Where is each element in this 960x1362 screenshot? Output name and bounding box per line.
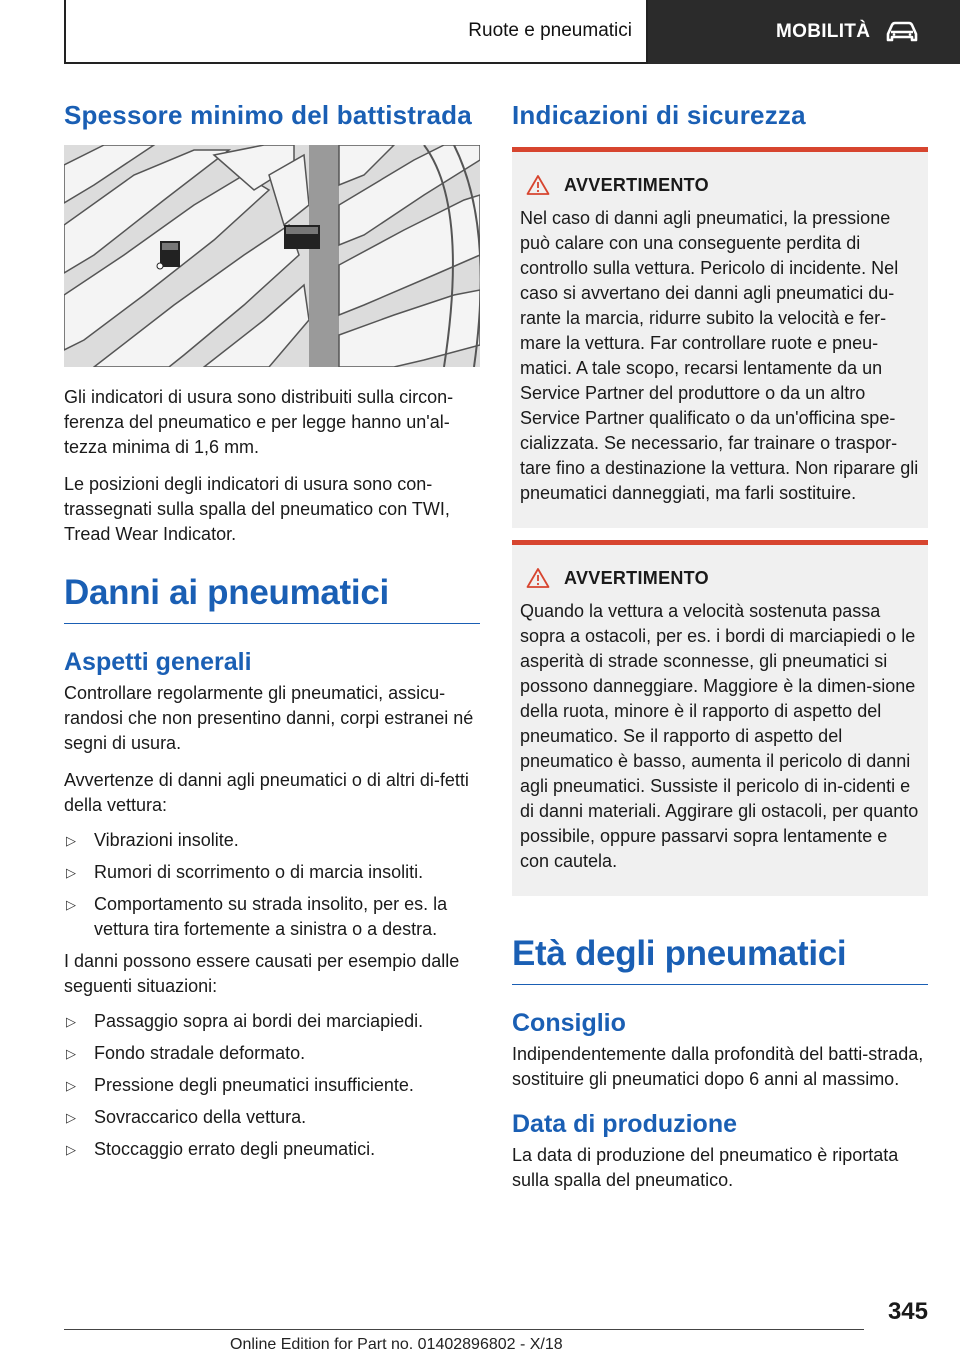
general-aspects-subheading: Aspetti generali: [64, 648, 252, 676]
list-item: ▷ Rumori di scorrimento o di marcia insoliti.: [64, 860, 480, 885]
left-column: [64, 100, 480, 1169]
tire-age-heading: Età degli pneumatici: [512, 934, 928, 985]
triangle-bullet-icon: ▷: [66, 865, 76, 880]
damage-signs-list: [64, 828, 480, 942]
page-number: 345: [887, 1298, 928, 1325]
safety-notes-heading: Indicazioni di sicurezza: [512, 100, 806, 130]
list-item: ▷ Comportamento su strada insolito, per es. la vettura tira fortemente a sinistra o a destra.: [66, 894, 448, 939]
tire-damage-heading: Danni ai pneumatici: [64, 573, 480, 624]
warning-text: Quando la vettura a velocità sostenuta passa sopra a ostacoli, per es. i bordi di marciapiedi o le asperità di strade sconnesse, gli pneumatici si possono danneggiare. Maggiore è la dimen-sione della ruota, minore è il rapporto di aspetto del pneumatico. Se il rapporto di aspetto del pneumatico è basso, aumenta il pericolo di danni agli pneumatici. Sussiste il pericolo di in-cidenti e di danni materiali. Aggirare gli ostacoli, per quanto possibile, oppure passarvi sopra lentamente e con cautela.: [520, 601, 919, 871]
warning-title: [520, 567, 920, 589]
damage-causes-list: [64, 1009, 480, 1162]
damage-paragraph-3: I danni possono essere causati per esempio dalle seguenti situazioni:: [64, 951, 460, 996]
warning-box-1: [512, 147, 928, 528]
list-item: ▷ Vibrazioni insolite.: [64, 828, 480, 853]
list-item: ▷ Passaggio sopra ai bordi dei marciapiedi.: [64, 1009, 480, 1034]
damage-paragraph-1: Controllare regolarmente gli pneumatici, assicu-randosi che non presentino danni, corpi estranei né segni di usura.: [64, 683, 474, 753]
production-date-paragraph: La data di produzione del pneumatico è riportata sulla spalla del pneumatico.: [512, 1145, 899, 1190]
warning-box-2: [512, 540, 928, 896]
damage-paragraph-2: Avvertenze di danni agli pneumatici o di altri di-fetti della vettura:: [64, 770, 469, 815]
triangle-bullet-icon: ▷: [66, 1110, 76, 1125]
header-section-title: Ruote e pneumatici: [468, 20, 632, 41]
running-header-chapter: [648, 0, 960, 64]
triangle-bullet-icon: ▷: [66, 1046, 76, 1061]
list-item: ▷ Stoccaggio errato degli pneumatici.: [64, 1137, 480, 1162]
list-item: ▷ Fondo stradale deformato.: [64, 1041, 480, 1066]
right-column: [512, 100, 928, 1193]
triangle-bullet-icon: ▷: [66, 833, 76, 848]
running-header-section: [64, 0, 648, 64]
advice-paragraph: Indipendentemente dalla profondità del batti-strada, sostituire gli pneumatici dopo 6 anni al massimo.: [512, 1044, 924, 1089]
footer-edition-text: Online Edition for Part no. 01402896802 - X/18: [230, 1336, 563, 1353]
warning-label: AVVERTIMENTO: [564, 174, 709, 195]
tread-depth-heading: Spessore minimo del battistrada: [64, 100, 472, 130]
triangle-bullet-icon: ▷: [66, 1142, 76, 1157]
tread-paragraph-2: Le posizioni degli indicatori di usura sono con-trassegnati sulla spalla del pneumatico con TWI, Tread Wear Indicator.: [64, 474, 450, 544]
triangle-bullet-icon: ▷: [66, 897, 76, 912]
tire-tread-illustration: [64, 145, 480, 367]
production-date-subheading: Data di produzione: [512, 1110, 737, 1138]
warning-label: AVVERTIMENTO: [564, 567, 709, 588]
car-icon: [884, 20, 920, 44]
tread-paragraph-1: Gli indicatori di usura sono distribuiti sulla circon-ferenza del pneumatico e per legge hanno un'al-tezza minima di 1,6 mm.: [64, 387, 454, 457]
advice-subheading: Consiglio: [512, 1009, 626, 1037]
header-chapter-title: MOBILITÀ: [776, 21, 871, 42]
list-item: ▷ Sovraccarico della vettura.: [64, 1105, 480, 1130]
warning-title: [520, 174, 920, 196]
warning-triangle-icon: [526, 567, 550, 589]
triangle-bullet-icon: ▷: [66, 1014, 76, 1029]
warning-triangle-icon: [526, 174, 550, 196]
warning-text: Nel caso di danni agli pneumatici, la pressione può calare con una conseguente perdita di controllo sulla vettura. Pericolo di incidente. Nel caso si avvertano dei danni agli pneumatici du-rante la marcia, ridurre subito la velocità e fer-mare la vettura. Far controllare ruote e pneu-matici. A tale scopo, recarsi lentamente da un Service Partner del produttore o da un altro Service Partner qualificato o da un'officina spe-cializzata. Se necessario, far trainare o traspor-tare fino a destinazione la vettura. Non riparare gli pneumatici danneggiati, ma farli sostituire.: [520, 208, 919, 503]
list-item: ▷ Pressione degli pneumatici insufficiente.: [64, 1073, 480, 1098]
triangle-bullet-icon: ▷: [66, 1078, 76, 1093]
footer-divider: [64, 1329, 864, 1330]
